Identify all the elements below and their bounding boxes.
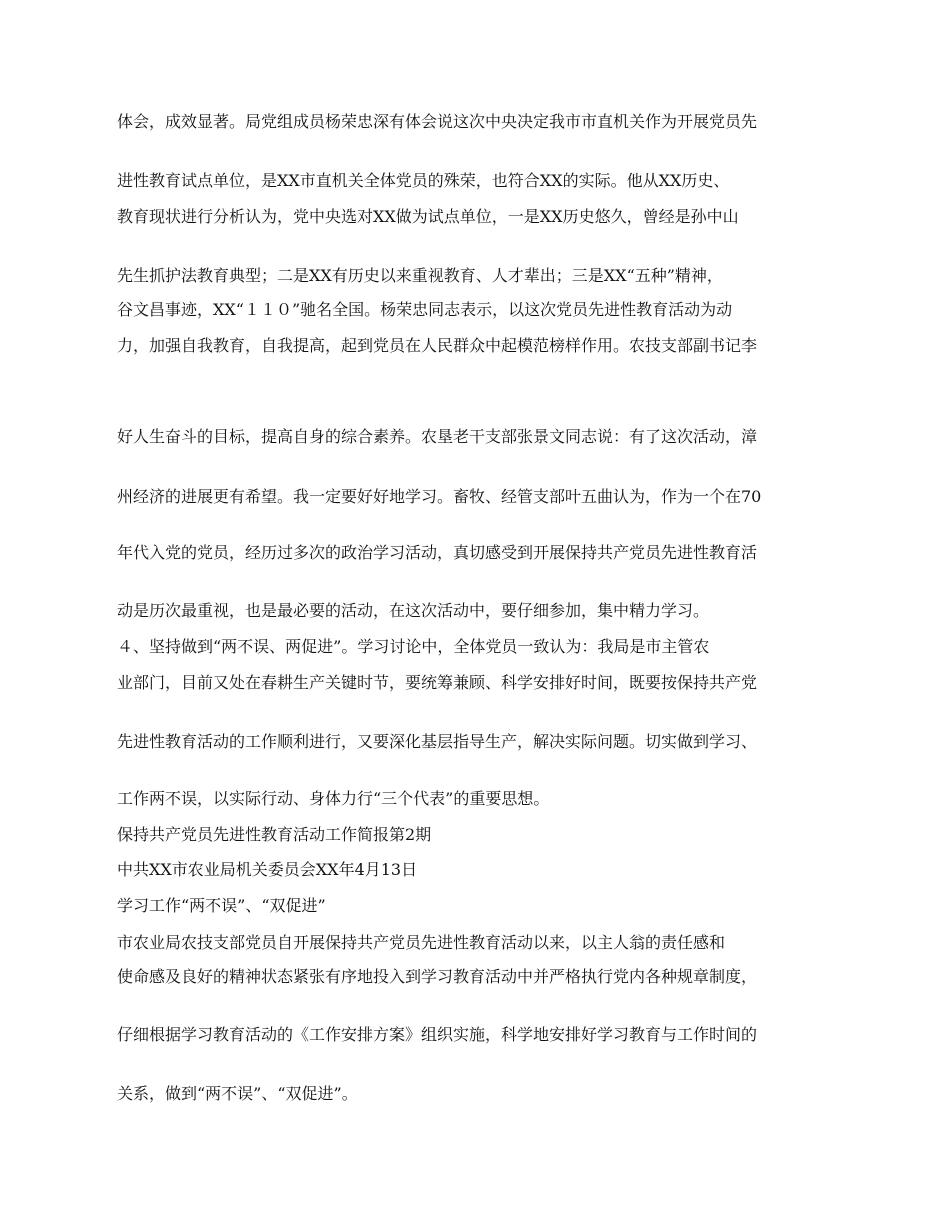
paragraph-line: ４、坚持做到“两不误、两促进”。学习讨论中，全体党员一致认为：我局是市主管农 xyxy=(117,637,710,656)
paragraph-line: 先进性教育活动的工作顺利进行，又要深化基层指导生产，解决实际问题。切实做到学习、 xyxy=(117,732,758,751)
paragraph-line: 关系，做到“两不误”、“双促进”。 xyxy=(117,1084,358,1103)
section-heading: 学习工作“两不误”、“双促进” xyxy=(117,896,326,915)
paragraph-line: 谷文昌事迹，XX“１１０”驰名全国。杨荣忠同志表示，以这次党员先进性教育活动为动 xyxy=(117,300,733,319)
paragraph-line: 教育现状进行分析认为，党中央选对XX做为试点单位，一是XX历史悠久，曾经是孙中山 xyxy=(117,207,739,226)
paragraph-line: 州经济的进展更有希望。我一定要好好地学习。畜牧、经管支部叶五曲认为，作为一个在70 xyxy=(117,487,762,506)
paragraph-line: 体会，成效显著。局党组成员杨荣忠深有体会说这次中央决定我市市直机关作为开展党员先 xyxy=(117,112,758,131)
paragraph-line: 动是历次最重视，也是最必要的活动，在这次活动中，要仔细参加，集中精力学习。 xyxy=(117,601,710,620)
paragraph-line: 仔细根据学习教育活动的《工作安排方案》组织实施，科学地安排好学习教育与工作时间的 xyxy=(117,1025,758,1044)
paragraph-line: 好人生奋斗的目标，提高自身的综合素养。农垦老干支部张景文同志说：有了这次活动，漳 xyxy=(117,427,758,446)
paragraph-line: 年代入党的党员，经历过多次的政治学习活动，真切感受到开展保持共产党员先进性教育活 xyxy=(117,543,758,562)
paragraph-line: 力，加强自我教育，自我提高，起到党员在人民群众中起模范榜样作用。农技支部副书记李 xyxy=(117,336,758,355)
paragraph-line: 进性教育试点单位，是XX市直机关全体党员的殊荣，也符合XX的实际。他从XX历史、 xyxy=(117,171,730,190)
paragraph-line: 工作两不误，以实际行动、身体力行“三个代表”的重要思想。 xyxy=(117,789,550,808)
paragraph-line: 业部门，目前又处在春耕生产关键时节，要统筹兼顾、科学安排好时间，既要按保持共产党 xyxy=(117,673,758,692)
report-title: 保持共产党员先进性教育活动工作简报第2期 xyxy=(117,825,432,844)
paragraph-line: 市农业局农技支部党员自开展保持共产党员先进性教育活动以来，以主人翁的责任感和 xyxy=(117,933,726,952)
report-issuer-date: 中共XX市农业局机关委员会XX年4月13日 xyxy=(117,860,418,879)
paragraph-line: 使命感及良好的精神状态紧张有序地投入到学习教育活动中并严格执行党内各种规章制度， xyxy=(117,967,758,986)
paragraph-line: 先生抓护法教育典型；二是XX有历史以来重视教育、人才辈出；三是XX“五种”精神， xyxy=(117,266,723,285)
